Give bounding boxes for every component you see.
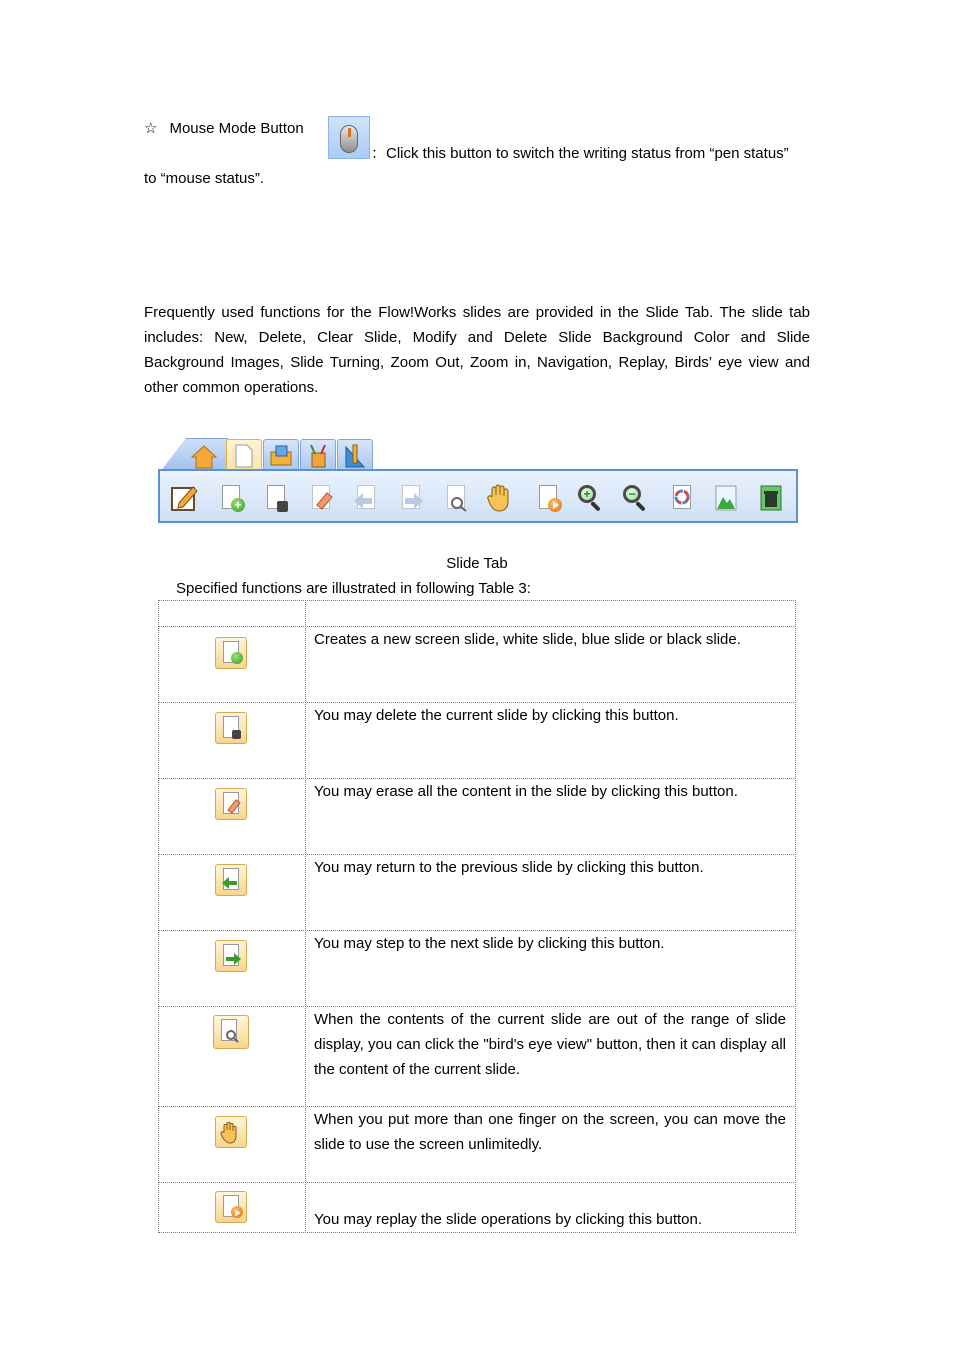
table-row [158,702,796,778]
table-row [158,854,796,930]
table-row [158,1106,796,1182]
mouse-mode-description: ：Click this button to switch the writing status from “pen status” [371,145,789,162]
brush-cup-icon [306,443,330,469]
zoom-in-button[interactable]: + [575,483,605,513]
table-border-left [158,600,159,1233]
edit-icon [169,483,199,513]
background-image-button[interactable] [711,483,741,513]
hand-icon [215,1116,247,1148]
previous-slide-icon [215,864,247,896]
row-description: You may return to the previous slide by clicking this button. [314,859,704,876]
birds-eye-view-icon [213,1015,249,1049]
previous-slide-button[interactable] [350,483,380,513]
delete-background-icon [756,483,786,513]
background-color-button[interactable] [666,483,696,513]
background-image-icon [711,483,741,513]
zoom-out-button[interactable]: − [620,483,650,513]
replay-icon [215,1191,247,1223]
slide-toolbar [158,469,798,523]
table-header-row [158,600,796,626]
ribbon-tabs [158,438,798,471]
mouse-mode-label: Mouse Mode Button [169,120,304,137]
star-icon: ☆ [144,120,158,137]
mouse-mode-button-icon [328,116,370,159]
delete-slide-icon [215,712,247,744]
table-column-divider [305,600,306,1233]
ruler-icon [343,443,367,469]
hand-icon [485,483,515,513]
next-slide-icon [215,940,247,972]
row-description: You may erase all the content in the slide by clicking this button. [314,783,738,800]
table-row [158,778,796,854]
birds-eye-view-button[interactable] [440,483,470,513]
row-description: You may replay the slide operations by clicking this button. [314,1211,703,1228]
replay-button[interactable] [532,483,562,513]
clear-slide-button[interactable] [305,483,335,513]
new-slide-button[interactable]: + [215,483,245,513]
intro-paragraph: Frequently used functions for the Flow!Works slides are provided in the Slide Tab. The slide tab includes: New, Delete, Clear Slide, Modify and Delete Slide Background Color and Slide Background Images, Slide Turning, Zoom Out, Zoom in, Navigation, Replay, Birds’ eye view and other common operations. [144,304,810,396]
figure-caption: Slide Tab [446,555,508,572]
slide-page-icon [234,444,254,468]
row-description: When you put more than one finger on the screen, you can move the slide to use the screen unlimitedly. [314,1111,786,1153]
row-description: Creates a new screen slide, white slide, blue slide or black slide. [314,631,741,648]
delete-background-button[interactable] [756,483,786,513]
tab-slide[interactable] [226,439,262,471]
next-slide-button[interactable] [395,483,425,513]
new-slide-icon [215,637,247,669]
clear-slide-icon [215,788,247,820]
delete-slide-button[interactable] [260,483,290,513]
mouse-icon [340,125,358,153]
tab-pen[interactable] [300,439,336,471]
home-icon [191,444,217,470]
table-row [158,1182,796,1233]
table-border-right [795,600,796,1233]
hand-button[interactable] [485,483,515,513]
tab-file[interactable] [263,439,299,471]
tab-tools[interactable] [337,439,373,471]
table-row [158,626,796,702]
table-row [158,930,796,1006]
folder-icon [269,444,293,468]
mouse-mode-paragraph [144,116,810,141]
row-description: You may step to the next slide by clicking this button. [314,935,665,952]
tab-home[interactable] [160,438,228,472]
slide-tab-ribbon [158,438,798,524]
table-intro: Specified functions are illustrated in following Table 3: [176,580,531,597]
row-description: You may delete the current slide by clicking this button. [314,707,679,724]
edit-button[interactable] [169,483,199,513]
row-description: When the contents of the current slide are out of the range of slide display, you can click the "bird's eye view" button, then it can display all the content of the current slide. [314,1011,786,1078]
table-row [158,1006,796,1106]
mouse-mode-description-cont: to “mouse status”. [144,170,265,187]
